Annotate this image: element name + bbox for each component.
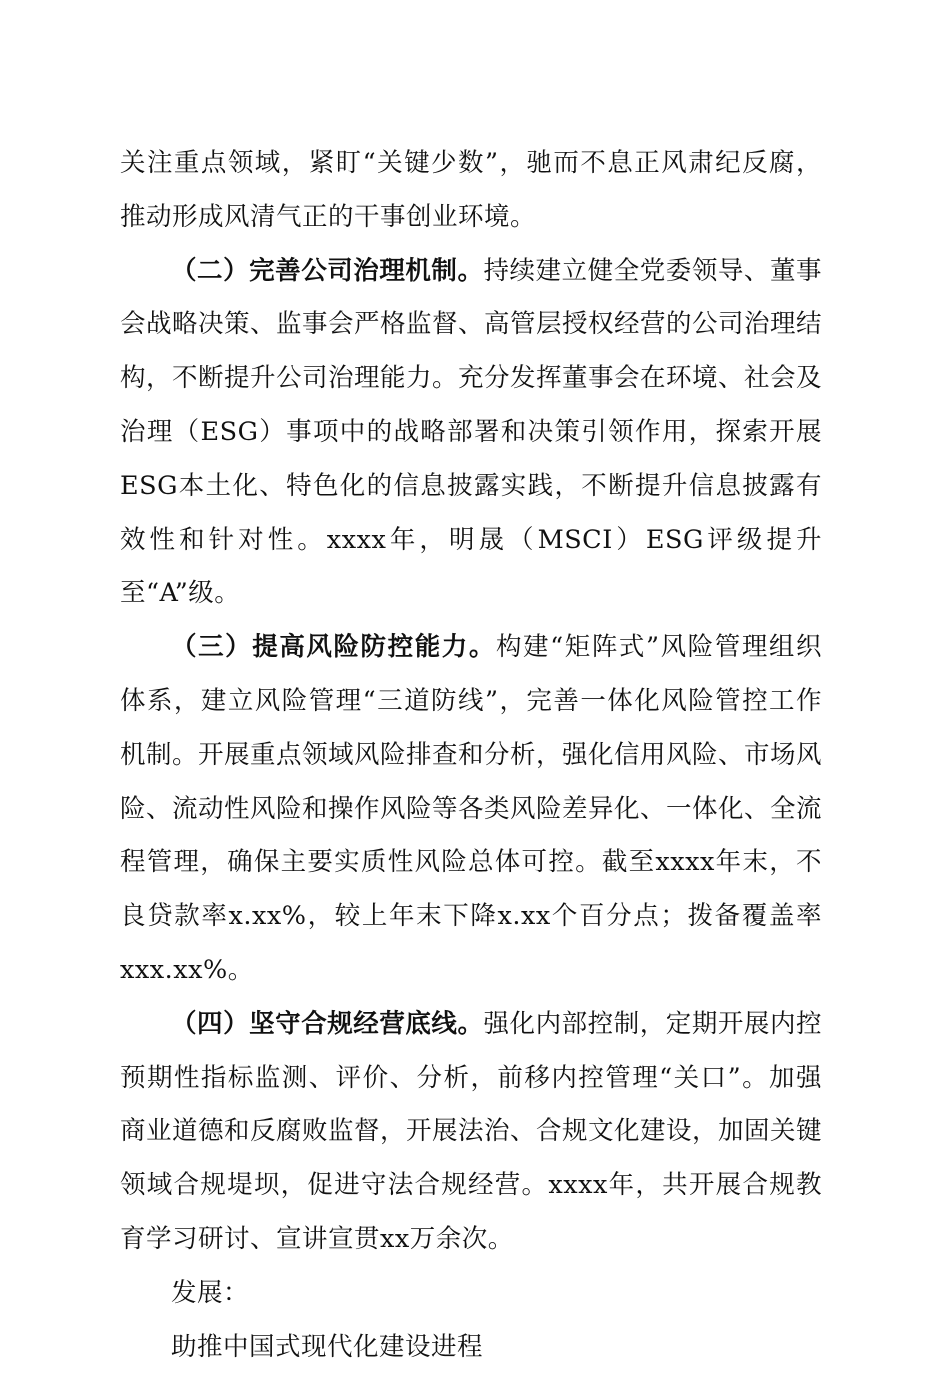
paragraph-corporate-governance bbox=[120, 245, 822, 622]
paragraph-continuation bbox=[120, 137, 822, 245]
paragraph-heading: （四）坚守合规经营底线。 bbox=[171, 1008, 484, 1039]
section-title: 助推中国式现代化建设进程 bbox=[171, 1331, 484, 1362]
section-label: 发展： bbox=[171, 1277, 250, 1308]
document-body bbox=[120, 137, 822, 1374]
paragraph-text: 持续建立健全党委领导、董事会战略决策、监事会严格监督、高管层授权经营的公司治理结构，不断提升公司治理能力。充分发挥董事会在环境、社会及治理（ESG）事项中的战略部署和决策引领作用，探索开展ESG本土化、特色化的信息披露实践，不断提升信息披露有效性和针对性。xxxx年，明晟（MSCI）ESG评级提升至“A”级。 bbox=[120, 255, 823, 609]
paragraph-text: 关注重点领域，紧盯“关键少数”，驰而不息正风肃纪反腐，推动形成风清气正的干事创业环境。 bbox=[120, 148, 822, 232]
paragraph-compliance bbox=[120, 998, 822, 1267]
paragraph-heading: （二）完善公司治理机制。 bbox=[171, 255, 484, 286]
paragraph-text: 构建“矩阵式”风险管理组织体系，建立风险管理“三道防线”，完善一体化风险管控工作机制。开展重点领域风险排查和分析，强化信用风险、市场风险、流动性风险和操作风险等各类风险差异化、一体化、全流程管理，确保主要实质性风险总体可控。截至xxxx年末，不良贷款率x.xx%，较上年末下降x.xx个百分点；拨备覆盖率xxx.xx%。 bbox=[120, 632, 823, 985]
paragraph-risk-control bbox=[120, 621, 822, 998]
paragraph-heading: （三）提高风险防控能力。 bbox=[171, 632, 496, 663]
paragraph-text: 强化内部控制，定期开展内控预期性指标监测、评价、分析，前移内控管理“关口”。加强商业道德和反腐败监督，开展法治、合规文化建设，加固关键领域合规堤坝，促进守法合规经营。xxxx年，共开展合规教育学习研讨、宣讲宣贯xx万余次。 bbox=[120, 1008, 823, 1254]
